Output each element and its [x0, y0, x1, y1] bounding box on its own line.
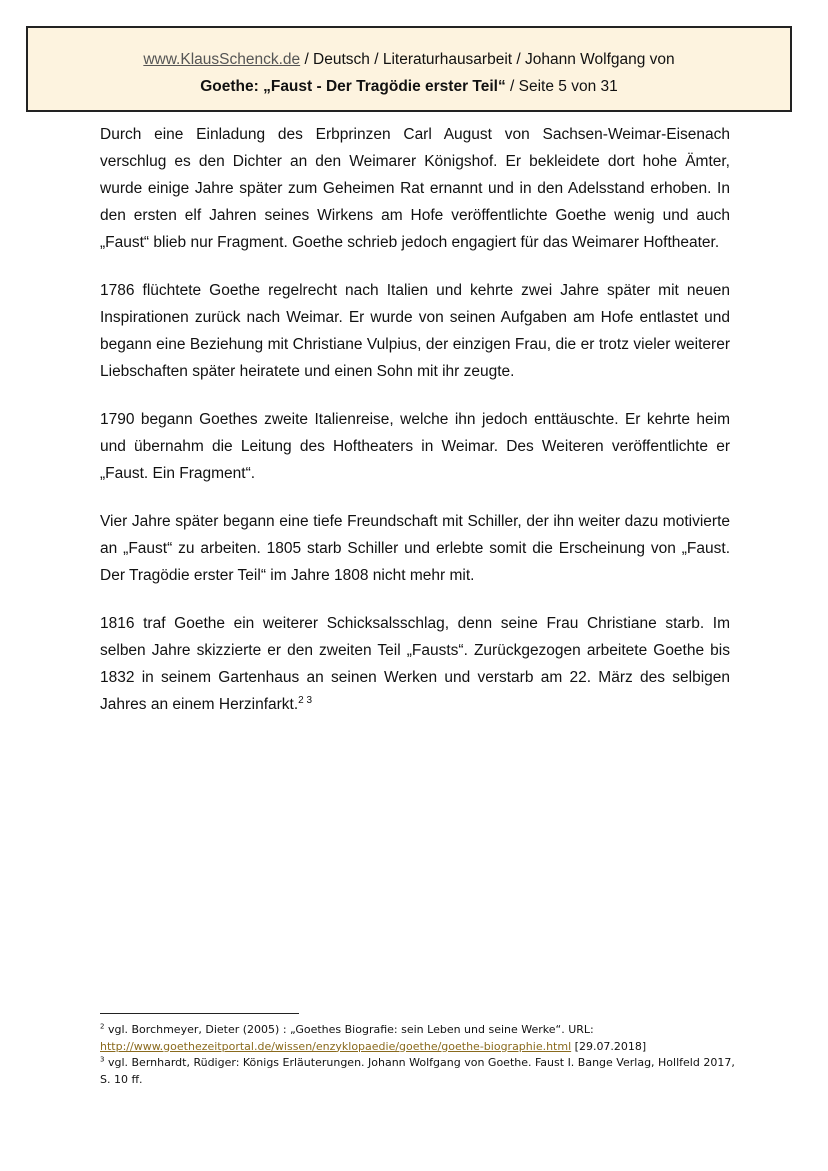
footnote-url-link[interactable]: http://www.goethezeitportal.de/wissen/enzyklopaedie/goethe/goethe-biographie.html	[100, 1039, 572, 1053]
footnote-text: vgl. Bernhardt, Rüdiger: Königs Erläuterungen. Johann Wolfgang von Goethe. Faust I. Bange Verlag, Hollfeld 2017, S. 10 ff.	[100, 1056, 735, 1086]
footnote-text: vgl. Borchmeyer, Dieter (2005) : „Goethes Biografie: sein Leben und seine Werke“. URL:	[104, 1023, 594, 1036]
document-title: Goethe: „Faust - Der Tragödie erster Teil“	[200, 78, 506, 95]
footnote-access-date: [29.07.2018]	[571, 1039, 647, 1053]
footnote-separator	[100, 1013, 299, 1014]
footnotes	[100, 1022, 740, 1088]
footnote-reference[interactable]: 2 3	[298, 694, 313, 706]
body-text	[100, 121, 730, 739]
site-link[interactable]: www.KlausSchenck.de	[143, 51, 301, 68]
paragraph	[100, 610, 730, 718]
paragraph: 1790 begann Goethes zweite Italienreise, welche ihn jedoch enttäuschte. Er kehrte heim und übernahm die Leitung des Hoftheaters in Weimar. Des Weiteren veröffentlichte er „Faust. Ein Fragment“.	[100, 411, 730, 482]
header-path: / Deutsch / Literaturhausarbeit / Johann Wolfgang von	[300, 51, 675, 68]
page-header	[26, 26, 792, 112]
footnote-mark: 2	[100, 1022, 105, 1031]
header-line-1	[28, 46, 790, 73]
page-info: / Seite 5 von 31	[505, 78, 618, 95]
paragraph: Vier Jahre später begann eine tiefe Freundschaft mit Schiller, der ihn weiter dazu motivierte an „Faust“ zu arbeiten. 1805 starb Schiller und erlebte somit die Erscheinung von „Faust. Der Tragödie erster Teil“ im Jahre 1808 nicht mehr mit.	[100, 513, 730, 584]
paragraph-text: 1816 traf Goethe ein weiterer Schicksalsschlag, denn seine Frau Christiane starb. Im selben Jahre skizzierte er den zweiten Teil „Fausts“. Zurückgezogen arbeitete Goethe bis 1832 in seinem Gartenhaus an seinen Werken und verstarb am 22. März des selbigen Jahres an einem Herzinfarkt.	[100, 615, 730, 713]
footnote-mark: 3	[100, 1055, 105, 1064]
footnote-2	[100, 1022, 740, 1055]
header-line-2	[28, 73, 790, 100]
footnote-3	[100, 1055, 740, 1088]
paragraph: Durch eine Einladung des Erbprinzen Carl August von Sachsen-Weimar-Eisenach verschlug es den Dichter an den Weimarer Königshof. Er bekleidete dort hohe Ämter, wurde einige Jahre später zum Geheimen Rat ernannt und in den Adelsstand erhoben. In den ersten elf Jahren seines Wirkens am Hofe veröffentlichte Goethe wenig und auch „Faust“ blieb nur Fragment. Goethe schrieb jedoch engagiert für das Weimarer Hoftheater.	[100, 126, 730, 251]
paragraph: 1786 flüchtete Goethe regelrecht nach Italien und kehrte zwei Jahre später mit neuen Inspirationen zurück nach Weimar. Er wurde von seinen Aufgaben am Hofe entlastet und begann eine Beziehung mit Christiane Vulpius, der einzigen Frau, die er trotz vieler weiterer Liebschaften später heiratete und einen Sohn mit ihr zeugte.	[100, 282, 730, 380]
